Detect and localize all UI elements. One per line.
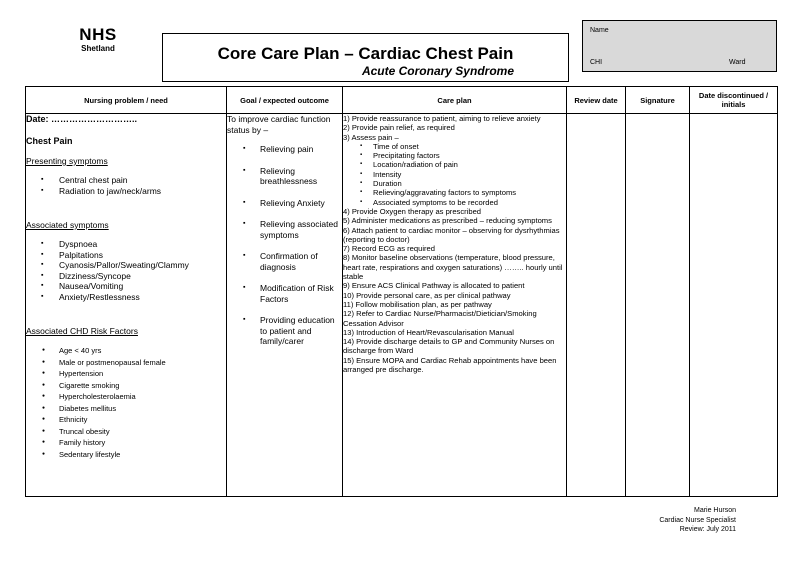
plan-item: 15) Ensure MOPA and Cardiac Rehab appointments have been arranged pre discharge. bbox=[343, 355, 557, 375]
goal-cell bbox=[227, 114, 343, 497]
plan-item: 9) Ensure ACS Clinical Pathway is allocated to patient bbox=[343, 281, 525, 291]
list-item: ● Hypercholesterolaemia bbox=[26, 391, 226, 403]
header-nursing-problem: Nursing problem / need bbox=[26, 87, 227, 114]
plan-item: 6) Attach patient to cardiac monitor – observing for dysrhythmias (reporting to doctor) bbox=[343, 225, 560, 244]
date-discontinued-cell[interactable] bbox=[690, 114, 778, 497]
list-item: ● Male or postmenopausal female bbox=[26, 357, 226, 369]
list-item: ▪ Relieving pain bbox=[227, 144, 342, 155]
page-title: Core Care Plan – Cardiac Chest Pain bbox=[217, 44, 514, 63]
goal-intro: To improve cardiac function status by – bbox=[227, 114, 331, 135]
header-care-plan: Care plan bbox=[343, 87, 567, 114]
header-review-date: Review date bbox=[567, 87, 626, 114]
list-item: ▪ Precipitating factors bbox=[343, 151, 566, 160]
logo-subtitle: Shetland bbox=[81, 44, 115, 53]
table-header-row bbox=[26, 87, 778, 114]
author-name: Marie Hurson bbox=[693, 507, 736, 514]
list-item: ▪ Dyspnoea bbox=[26, 239, 226, 250]
plan-item: 8) Monitor baseline observations (temperature, blood pressure, heart rate, respirations and oxygen saturations) …….. hourly until stable bbox=[343, 253, 563, 282]
care-plan-cell bbox=[343, 114, 567, 497]
ward-label: Ward bbox=[729, 59, 746, 66]
list-item: ● Hypertension bbox=[26, 368, 226, 380]
review-date-cell[interactable] bbox=[567, 114, 626, 497]
list-item: ▪ Providing education to patient and family/carer bbox=[227, 315, 342, 347]
list-item: ▪ Confirmation of diagnosis bbox=[227, 251, 342, 272]
risk-list bbox=[26, 345, 226, 460]
list-item: ▪ Palpitations bbox=[26, 250, 226, 261]
assess-pain-list bbox=[343, 142, 566, 207]
patient-details-box[interactable] bbox=[582, 20, 777, 72]
review-date-text: Review: July 2011 bbox=[679, 526, 736, 533]
problem-title: Chest Pain bbox=[26, 136, 73, 146]
list-item: ▪ Time of onset bbox=[343, 142, 566, 151]
goal-list bbox=[227, 144, 342, 347]
list-item: ▪ Intensity bbox=[343, 170, 566, 179]
nursing-problem-cell bbox=[26, 114, 227, 497]
footer bbox=[659, 506, 736, 535]
list-item: ▪ Nausea/Vomiting bbox=[26, 281, 226, 292]
list-item: ● Sedentary lifestyle bbox=[26, 449, 226, 461]
list-item: ● Cigarette smoking bbox=[26, 380, 226, 392]
header-date-discontinued: Date discontinued / initials bbox=[690, 87, 778, 114]
presenting-heading: Presenting symptoms bbox=[26, 156, 108, 166]
plan-item: 14) Provide discharge details to GP and Community Nurses on discharge from Ward bbox=[343, 337, 555, 356]
table-row bbox=[26, 114, 778, 497]
list-item: ▪ Relieving Anxiety bbox=[227, 198, 342, 209]
list-item: ● Family history bbox=[26, 437, 226, 449]
associated-list bbox=[26, 239, 226, 302]
plan-item: 5) Administer medications as prescribed – reducing symptoms bbox=[343, 216, 552, 226]
presenting-list bbox=[26, 175, 226, 196]
plan-item: 10) Provide personal care, as per clinical pathway bbox=[343, 290, 511, 300]
author-role: Cardiac Nurse Specialist bbox=[659, 516, 736, 524]
list-item: ▪ Relieving/aggravating factors to symptoms bbox=[343, 188, 566, 197]
list-item: ▪ Dizziness/Syncope bbox=[26, 271, 226, 282]
list-item: ● Age < 40 yrs bbox=[26, 345, 226, 357]
plan-item: 4) Provide Oxygen therapy as prescribed bbox=[343, 206, 482, 216]
plan-item: 13) Introduction of Heart/Revascularisation Manual bbox=[343, 327, 514, 337]
list-item: ▪ Radiation to jaw/neck/arms bbox=[26, 186, 226, 197]
logo-name: NHS bbox=[79, 25, 117, 44]
plan-item: 7) Record ECG as required bbox=[343, 244, 436, 254]
list-item: ▪ Cyanosis/Pallor/Sweating/Clammy bbox=[26, 260, 226, 271]
list-item: ▪ Relieving breathlessness bbox=[227, 166, 342, 187]
name-label: Name bbox=[590, 27, 609, 34]
list-item: ▪ Central chest pain bbox=[26, 175, 226, 186]
list-item: ▪ Relieving associated symptoms bbox=[227, 219, 342, 240]
plan-item: 12) Refer to Cardiac Nurse/Pharmacist/Dietician/Smoking Cessation Advisor bbox=[343, 309, 537, 328]
list-item: ▪ Location/radiation of pain bbox=[343, 160, 566, 169]
list-item: ● Diabetes mellitus bbox=[26, 403, 226, 415]
risk-heading: Associated CHD Risk Factors bbox=[26, 326, 138, 336]
plan-item: 1) Provide reassurance to patient, aiming to relieve anxiety bbox=[343, 114, 541, 123]
chi-label: CHI bbox=[590, 59, 603, 66]
plan-item: 11) Follow mobilisation plan, as per pathway bbox=[343, 299, 492, 309]
signature-cell[interactable] bbox=[626, 114, 690, 497]
header-signature: Signature bbox=[626, 87, 690, 114]
associated-heading: Associated symptoms bbox=[26, 220, 109, 230]
list-item: ▪ Anxiety/Restlessness bbox=[26, 292, 226, 303]
nhs-shetland-logo bbox=[62, 26, 134, 54]
title-box bbox=[162, 33, 569, 82]
list-item: ▪ Duration bbox=[343, 179, 566, 188]
page-subtitle: Acute Coronary Syndrome bbox=[361, 64, 514, 78]
list-item: ▪ Modification of Risk Factors bbox=[227, 283, 342, 304]
date-field[interactable]: Date: ……………………….. bbox=[26, 114, 138, 124]
plan-item: 3) Assess pain – bbox=[343, 132, 399, 142]
header-goal: Goal / expected outcome bbox=[227, 87, 343, 114]
list-item: ● Truncal obesity bbox=[26, 426, 226, 438]
list-item: ● Ethnicity bbox=[26, 414, 226, 426]
care-plan-table bbox=[25, 86, 778, 497]
list-item: ▪ Associated symptoms to be recorded bbox=[343, 198, 566, 207]
plan-item: 2) Provide pain relief, as required bbox=[343, 123, 455, 133]
